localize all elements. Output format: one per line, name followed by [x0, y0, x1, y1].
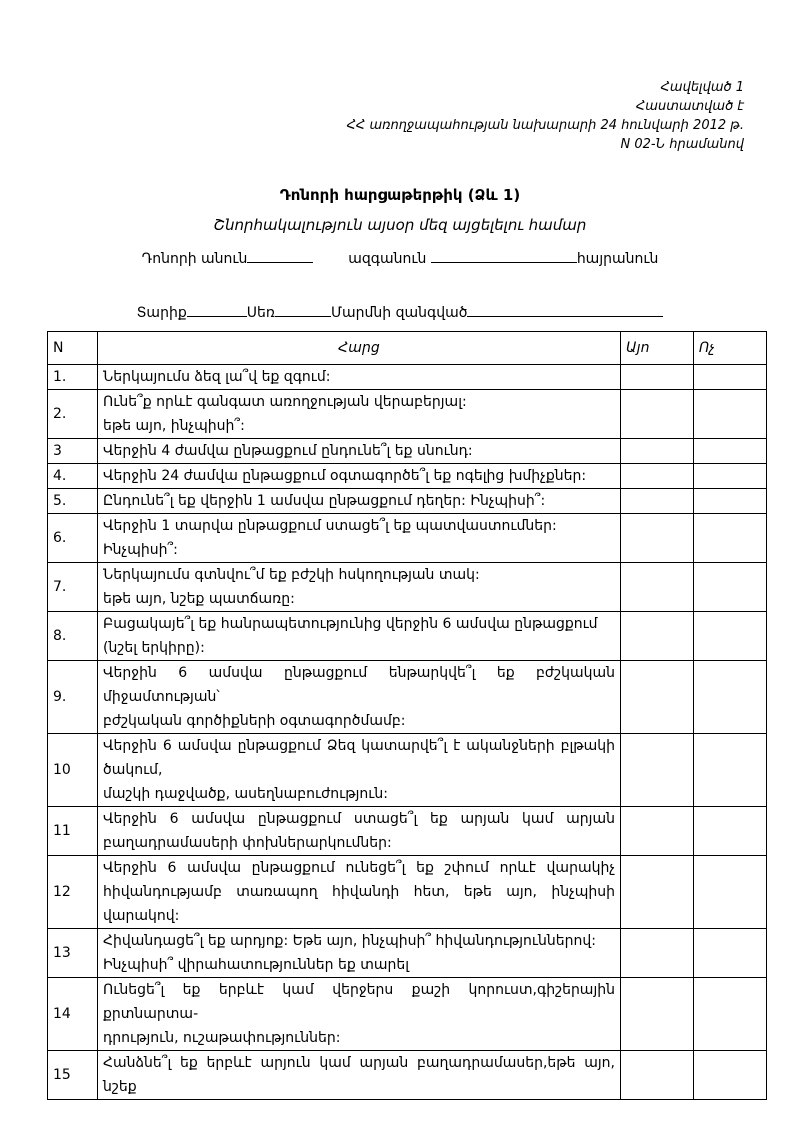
- question-line: Ընդունե՞լ եք վերջին 1 ամսվա ընթացքում դեղեր: Ինչպիսի՞:: [103, 493, 546, 509]
- column-header-no: Ոչ: [694, 332, 767, 365]
- question-number: 4.: [48, 464, 98, 489]
- question-number: 8.: [48, 612, 98, 661]
- answer-yes-cell[interactable]: [621, 514, 694, 563]
- question-line: մաշկի դաջվածք, ասեղնաբուժություն:: [103, 786, 388, 802]
- table-row: [48, 856, 767, 929]
- answer-yes-cell[interactable]: [621, 734, 694, 807]
- question-line: Ունե՞ք որևէ գանգատ առողջության վերաբերյալ:: [103, 394, 467, 410]
- question-line: Վերջին 1 տարվա ընթացքում ստացե՞լ եք պատվաստումներ:: [103, 518, 557, 534]
- age-label: Տարիք: [136, 305, 187, 321]
- answer-no-cell[interactable]: [694, 464, 767, 489]
- question-text: [98, 734, 621, 807]
- question-number: 15: [48, 1051, 98, 1100]
- column-header-number: N: [48, 332, 98, 365]
- question-number: 7.: [48, 563, 98, 612]
- question-text: [98, 978, 621, 1051]
- question-text: [98, 464, 621, 489]
- approval-header: [347, 78, 744, 154]
- order-line: N 02-Ն հրամանով: [620, 137, 744, 152]
- question-line: Ինչպիսի՞:: [103, 542, 178, 558]
- last-name-label: ազգանուն: [348, 251, 427, 267]
- answer-no-cell[interactable]: [694, 365, 767, 390]
- answer-yes-cell[interactable]: [621, 612, 694, 661]
- answer-no-cell[interactable]: [694, 489, 767, 514]
- question-line: եթե այո, ինչպիսի՞:: [103, 418, 245, 434]
- answer-no-cell[interactable]: [694, 563, 767, 612]
- question-line: եթե այո, նշեք պատճառը:: [103, 591, 295, 607]
- answer-yes-cell[interactable]: [621, 1051, 694, 1100]
- sex-label: Սեռ: [246, 305, 275, 321]
- question-line: Ինչպիսի՞ վիրահատություններ եք տարել: [103, 957, 410, 973]
- answer-no-cell[interactable]: [694, 661, 767, 734]
- answer-no-cell[interactable]: [694, 612, 767, 661]
- table-row: [48, 734, 767, 807]
- question-line: (նշել երկիրը):: [103, 640, 205, 656]
- questionnaire-body: [48, 365, 767, 1100]
- question-text: [98, 1051, 621, 1100]
- question-line: Հանձնե՞լ եք երբևէ արյուն կամ արյան բաղադրամասեր,եթե այո, նշեք: [103, 1055, 615, 1095]
- answer-yes-cell[interactable]: [621, 978, 694, 1051]
- answer-no-cell[interactable]: [694, 978, 767, 1051]
- question-number: 1.: [48, 365, 98, 390]
- answer-no-cell[interactable]: [694, 514, 767, 563]
- answer-no-cell[interactable]: [694, 807, 767, 856]
- answer-yes-cell[interactable]: [621, 365, 694, 390]
- question-line: Վերջին 24 ժամվա ընթացքում օգտագործե՞լ եք ոգելից խմիչքներ:: [103, 468, 587, 484]
- question-text: [98, 514, 621, 563]
- table-row: [48, 929, 767, 978]
- table-row: [48, 390, 767, 439]
- question-number: 5.: [48, 489, 98, 514]
- question-line: Վերջին 6 ամսվա ընթացքում Ձեզ կատարվե՞լ է ականջների բլթակի ծակում,: [103, 738, 615, 778]
- question-number: 12: [48, 856, 98, 929]
- answer-yes-cell[interactable]: [621, 661, 694, 734]
- answer-yes-cell[interactable]: [621, 439, 694, 464]
- table-header-row: [48, 332, 767, 365]
- question-number: 2.: [48, 390, 98, 439]
- answer-yes-cell[interactable]: [621, 929, 694, 978]
- page-subtitle: Շնորհակալություն այսօր մեզ այցելելու համար: [213, 216, 587, 234]
- page-title: Դոնորի հարցաթերթիկ (Ձև 1): [279, 186, 521, 204]
- table-row: [48, 978, 767, 1051]
- question-text: [98, 390, 621, 439]
- question-text: [98, 439, 621, 464]
- name-fields-row: [0, 248, 800, 267]
- ministry-line: ՀՀ առողջապահության նախարարի 24 հունվարի 2012 թ.: [346, 118, 744, 133]
- age-blank[interactable]: [187, 302, 247, 317]
- table-row: [48, 661, 767, 734]
- table-row: [48, 612, 767, 661]
- question-line: Բացակայե՞լ եք հանրապետությունից վերջին 6 ամսվա ընթացքում: [103, 616, 598, 632]
- question-line: դրություն, ուշաթափություններ:: [103, 1030, 341, 1046]
- question-number: 9.: [48, 661, 98, 734]
- question-line: Վերջին 6 ամսվա ընթացքում ենթարկվե՞լ եք բժշկական միջամտության՝: [103, 665, 615, 705]
- question-line: Ներկայումս ձեզ լա՞վ եք զգում:: [103, 369, 331, 385]
- question-number: 3: [48, 439, 98, 464]
- table-row: [48, 514, 767, 563]
- question-text: [98, 856, 621, 929]
- question-line: Վերջին 4 ժամվա ընթացքում ընդունե՞լ եք սնունդ:: [103, 443, 473, 459]
- question-number: 13: [48, 929, 98, 978]
- question-text: [98, 365, 621, 390]
- first-name-blank[interactable]: [247, 248, 313, 263]
- question-text: [98, 929, 621, 978]
- question-text: [98, 489, 621, 514]
- table-row: [48, 563, 767, 612]
- question-text: [98, 612, 621, 661]
- question-line: Ունեցե՞լ եք երբևէ կամ վերջերս քաշի կորուստ,գիշերային քրտնարտա-: [103, 982, 615, 1022]
- answer-yes-cell[interactable]: [621, 464, 694, 489]
- answer-no-cell[interactable]: [694, 734, 767, 807]
- question-line: Ներկայումս գտնվու՞մ եք բժշկի հսկողության տակ:: [103, 567, 480, 583]
- patronymic-label: հայրանուն: [576, 251, 659, 267]
- appendix-label: Հավելված 1: [660, 80, 744, 95]
- question-number: 10: [48, 734, 98, 807]
- question-text: [98, 661, 621, 734]
- question-line: Վերջին 6 ամսվա ընթացքում ստացե՞լ եք արյան կամ արյան բաղադրամասերի փոխներարկումներ:: [103, 811, 615, 851]
- first-name-label: Դոնորի անուն: [141, 251, 248, 267]
- answer-no-cell[interactable]: [694, 856, 767, 929]
- table-row: [48, 464, 767, 489]
- question-number: 11: [48, 807, 98, 856]
- question-number: 6.: [48, 514, 98, 563]
- column-header-question: Հարց: [98, 332, 621, 365]
- answer-no-cell[interactable]: [694, 390, 767, 439]
- weight-blank[interactable]: [467, 302, 663, 317]
- question-line: Հիվանդացե՞լ եք արդյոք: Եթե այո, ինչպիսի՞ հիվանդություններով:: [103, 933, 596, 949]
- last-name-blank[interactable]: [431, 248, 577, 263]
- questionnaire-table: [47, 331, 767, 1100]
- details-fields-row: [0, 302, 800, 321]
- sex-blank[interactable]: [275, 302, 331, 317]
- table-row: [48, 365, 767, 390]
- answer-yes-cell[interactable]: [621, 563, 694, 612]
- answer-yes-cell[interactable]: [621, 390, 694, 439]
- answer-no-cell[interactable]: [694, 1051, 767, 1100]
- table-row: [48, 489, 767, 514]
- answer-yes-cell[interactable]: [621, 489, 694, 514]
- approved-label: Հաստատված է: [635, 99, 744, 114]
- question-number: 14: [48, 978, 98, 1051]
- column-header-yes: Այո: [621, 332, 694, 365]
- answer-no-cell[interactable]: [694, 439, 767, 464]
- answer-yes-cell[interactable]: [621, 856, 694, 929]
- table-row: [48, 807, 767, 856]
- answer-yes-cell[interactable]: [621, 807, 694, 856]
- question-line: Վերջին 6 ամսվա ընթացքում ունեցե՞լ եք շփում որևէ վարակիչ հիվանդությամբ տառապող հիվանդի հետ, եթե այո, ինչպիսի վարակով:: [103, 860, 615, 924]
- question-line: բժշկական գործիքների օգտագործմամբ:: [103, 713, 406, 729]
- table-row: [48, 1051, 767, 1100]
- table-row: [48, 439, 767, 464]
- weight-label: Մարմնի զանգված: [330, 305, 468, 321]
- question-text: [98, 807, 621, 856]
- answer-no-cell[interactable]: [694, 929, 767, 978]
- question-text: [98, 563, 621, 612]
